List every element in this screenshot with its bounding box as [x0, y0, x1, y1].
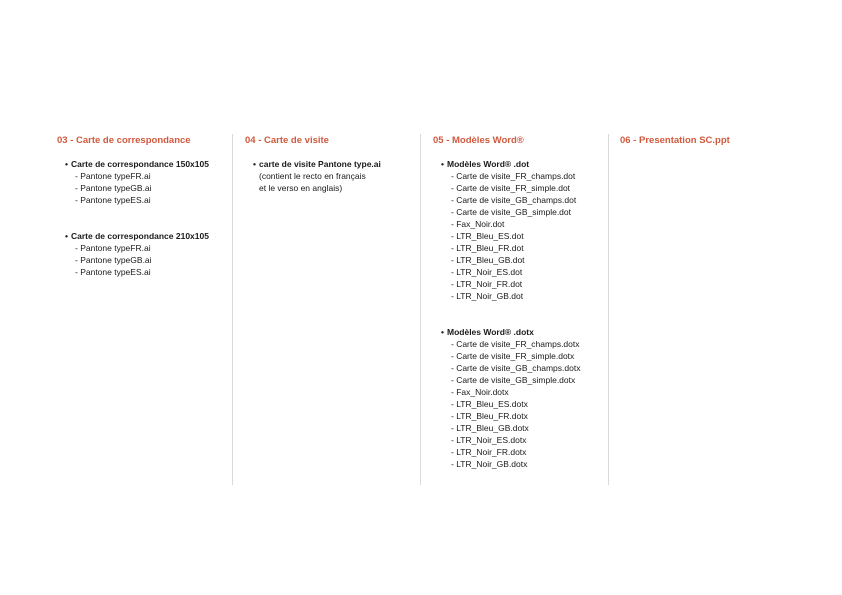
file-item: - Pantone typeFR.ai	[75, 171, 151, 181]
column-divider	[608, 134, 609, 485]
column-modeles-word	[433, 135, 580, 470]
file-item: - Carte de visite_FR_champs.dot	[451, 171, 576, 181]
group-title: • Carte de correspondance 150x105	[65, 159, 209, 169]
group-title: • Carte de correspondance 210x105	[65, 231, 209, 241]
column-title: 04 - Carte de visite	[245, 135, 329, 146]
file-item: - Fax_Noir.dotx	[451, 387, 509, 397]
file-item: - Carte de visite_GB_champs.dotx	[451, 363, 581, 373]
file-group	[65, 230, 209, 278]
group-note: (contient le recto en français	[259, 171, 366, 181]
file-item: - Carte de visite_FR_champs.dotx	[451, 339, 580, 349]
column-title: 03 - Carte de correspondance	[57, 135, 191, 146]
file-item: - Fax_Noir.dot	[451, 219, 505, 229]
file-item: - Pantone typeES.ai	[75, 267, 151, 277]
file-group	[441, 326, 580, 470]
file-item: - LTR_Noir_FR.dot	[451, 279, 523, 289]
bullet-icon: •	[253, 159, 256, 169]
file-item: - LTR_Noir_FR.dotx	[451, 447, 527, 457]
column-title: 05 - Modèles Word®	[433, 135, 524, 146]
file-item: - LTR_Bleu_FR.dotx	[451, 411, 528, 421]
column-title: 06 - Presentation SC.ppt	[620, 135, 730, 146]
file-group	[441, 158, 580, 302]
file-item: - LTR_Bleu_ES.dot	[451, 231, 524, 241]
bullet-icon: •	[441, 327, 444, 337]
file-item: - Carte de visite_FR_simple.dot	[451, 183, 571, 193]
column-divider	[420, 134, 421, 485]
group-title: • Modèles Word® .dotx	[441, 327, 534, 337]
file-item: - LTR_Bleu_GB.dot	[451, 255, 525, 265]
file-item: - LTR_Noir_ES.dotx	[451, 435, 527, 445]
group-title: • Modèles Word® .dot	[441, 159, 530, 169]
file-item: - Carte de visite_FR_simple.dotx	[451, 351, 575, 361]
column-divider	[232, 134, 233, 485]
bullet-icon: •	[441, 159, 444, 169]
column-presentation	[620, 135, 730, 158]
file-item: - Pantone typeGB.ai	[75, 183, 152, 193]
file-item: - Pantone typeFR.ai	[75, 243, 151, 253]
bullet-icon: •	[65, 159, 68, 169]
file-group	[65, 158, 209, 206]
file-item: - LTR_Noir_ES.dot	[451, 267, 523, 277]
group-note: et le verso en anglais)	[259, 183, 343, 193]
file-item: - Carte de visite_GB_simple.dot	[451, 207, 571, 217]
file-item: - Pantone typeES.ai	[75, 195, 151, 205]
file-item: - LTR_Bleu_ES.dotx	[451, 399, 528, 409]
column-carte-de-correspondance	[57, 135, 209, 278]
file-item: - Carte de visite_GB_champs.dot	[451, 195, 577, 205]
file-group	[253, 158, 381, 194]
file-item: - LTR_Noir_GB.dot	[451, 291, 524, 301]
bullet-icon: •	[65, 231, 68, 241]
file-item: - Carte de visite_GB_simple.dotx	[451, 375, 576, 385]
file-item: - Pantone typeGB.ai	[75, 255, 152, 265]
file-item: - LTR_Bleu_GB.dotx	[451, 423, 529, 433]
file-item: - LTR_Noir_GB.dotx	[451, 459, 528, 469]
file-item: - LTR_Bleu_FR.dot	[451, 243, 524, 253]
group-title: • carte de visite Pantone type.ai	[253, 159, 381, 169]
column-carte-de-visite	[245, 135, 381, 194]
